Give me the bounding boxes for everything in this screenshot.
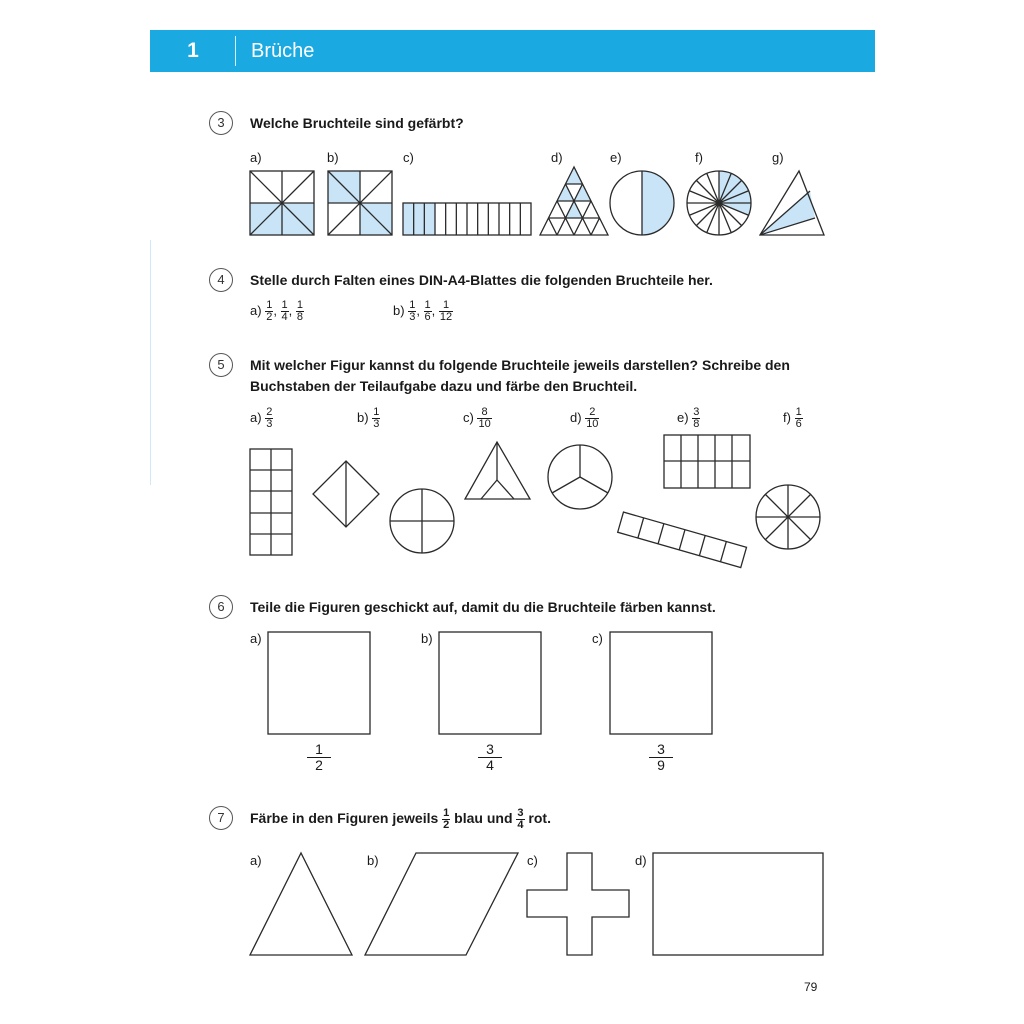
- fraction: $\frac{1}{3}$: [409, 299, 416, 323]
- ex5-figure-circle-eighths: [756, 485, 820, 549]
- ex7-rectangle: [653, 853, 823, 955]
- ex6-fraction-a: 1 2: [307, 742, 331, 773]
- ex6-fraction-b: 3 4: [478, 742, 502, 773]
- ex7-label-c: c): [527, 853, 538, 868]
- ex3-label-c: c): [403, 150, 414, 165]
- ex7-triangle: [250, 853, 352, 955]
- ex3-label-e: e): [610, 150, 622, 165]
- ex3-label-f: f): [695, 150, 703, 165]
- fraction: $\frac{3}{4}$: [517, 807, 524, 831]
- exercise-6-text: Teile die Figuren geschickt auf, damit du die Bruchteile färben kannst.: [250, 599, 716, 615]
- fraction: $\frac{1}{8}$: [296, 299, 304, 323]
- fraction: $\frac{2}{3}$: [266, 406, 273, 430]
- ex3-label-b: b): [327, 150, 339, 165]
- ex5-figure-tilted-strip: [618, 512, 747, 567]
- fraction: $\frac{1}{2}$: [266, 299, 273, 323]
- ex5-figure-grid-5x2: [664, 435, 750, 488]
- exercise-4-number: 4: [209, 268, 233, 292]
- ex3-figure-a-square: [250, 171, 314, 235]
- exercise-7-text: Färbe in den Figuren jeweils $\frac{1}{2}$ blau und $\frac{3}{4}$ rot.: [250, 807, 551, 831]
- exercise-5-number: 5: [209, 353, 233, 377]
- page-number: 79: [804, 980, 818, 994]
- ex5-item-b: b) $\frac{1}{3}$: [357, 406, 380, 430]
- ex3-figure-b-square: [328, 171, 392, 235]
- ex3-figure-c-strip: [403, 203, 531, 235]
- ex5-item-a: a) $\frac{2}{3}$: [250, 406, 273, 430]
- ex7-label-b: b): [367, 853, 379, 868]
- ex3-label-g: g): [772, 150, 784, 165]
- fraction: $\frac{1}{4}$: [281, 299, 288, 323]
- ex5-item-e: e) $\frac{3}{8}$: [677, 406, 700, 430]
- ex3-figure-d-triangle-grid: [540, 167, 608, 235]
- fraction: $\frac{2}{10}$: [586, 406, 599, 430]
- ex5-item-d: d) $\frac{2}{10}$: [570, 406, 599, 430]
- ex6-square-c: [610, 632, 712, 734]
- exercise-4-text: Stelle durch Falten eines DIN-A4-Blattes die folgenden Bruchteile her.: [250, 272, 713, 288]
- ex5-item-f: f) $\frac{1}{6}$: [783, 406, 802, 430]
- ex3-figure-g-triangle: [760, 171, 824, 235]
- fraction: $\frac{1}{3}$: [373, 406, 380, 430]
- fraction: $\frac{8}{10}$: [478, 406, 491, 430]
- fraction: $\frac{1}{2}$: [443, 807, 450, 831]
- ex3-figure-e-circle: [610, 171, 674, 235]
- ex5-figure-triangle-thirds: [465, 442, 530, 499]
- chapter-title: Brüche: [251, 40, 315, 62]
- ex5-figure-circle-quarters: [390, 489, 454, 553]
- fraction: $\frac{1}{6}$: [424, 299, 431, 323]
- fraction: $\frac{3}{8}$: [693, 406, 700, 430]
- ex6-square-a: [268, 632, 370, 734]
- ex5-item-c: c) $\frac{8}{10}$: [463, 406, 491, 430]
- ex6-label-b: b): [421, 631, 433, 646]
- ex5-figure-diamond: [313, 461, 379, 527]
- ex3-label-d: d): [551, 150, 563, 165]
- ex6-label-a: a): [250, 631, 262, 646]
- ex7-label-a: a): [250, 853, 262, 868]
- fraction: $\frac{1}{12}$: [439, 299, 453, 323]
- ex6-fraction-c: 3 9: [649, 742, 673, 773]
- ex5-figure-grid-2x5: [250, 449, 292, 555]
- exercise-5-line-2: Buchstaben der Teilaufgabe dazu und färbe den Bruchteil.: [250, 378, 638, 394]
- ex4-label-b: b): [393, 302, 405, 318]
- ex5-figure-circle-thirds: [548, 445, 612, 509]
- exercise-7-number: 7: [209, 806, 233, 830]
- ex7-label-d: d): [635, 853, 647, 868]
- exercise-3-number: 3: [209, 111, 233, 135]
- ex7-cross: [527, 853, 629, 955]
- ex6-label-c: c): [592, 631, 603, 646]
- chapter-number: 1: [187, 39, 199, 62]
- fraction: $\frac{1}{6}$: [795, 406, 802, 430]
- ex3-figure-f-circle: [687, 171, 751, 235]
- ex3-label-a: a): [250, 150, 262, 165]
- exercise-5-line-1: Mit welcher Figur kannst du folgende Bruchteile jeweils darstellen? Schreibe den: [250, 357, 790, 373]
- exercise-6-number: 6: [209, 595, 233, 619]
- exercise-3-text: Welche Bruchteile sind gefärbt?: [250, 115, 464, 131]
- ex4-label-a: a): [250, 302, 262, 318]
- ex4-part-b: b) $\frac{1}{3}$ , $\frac{1}{6}$ , $\frac{1}{12}$: [393, 299, 453, 323]
- ex6-square-b: [439, 632, 541, 734]
- ex4-part-a: a) $\frac{1}{2}$ , $\frac{1}{4}$ , $\frac{1}{8}$: [250, 299, 304, 323]
- ex7-parallelogram: [365, 853, 518, 955]
